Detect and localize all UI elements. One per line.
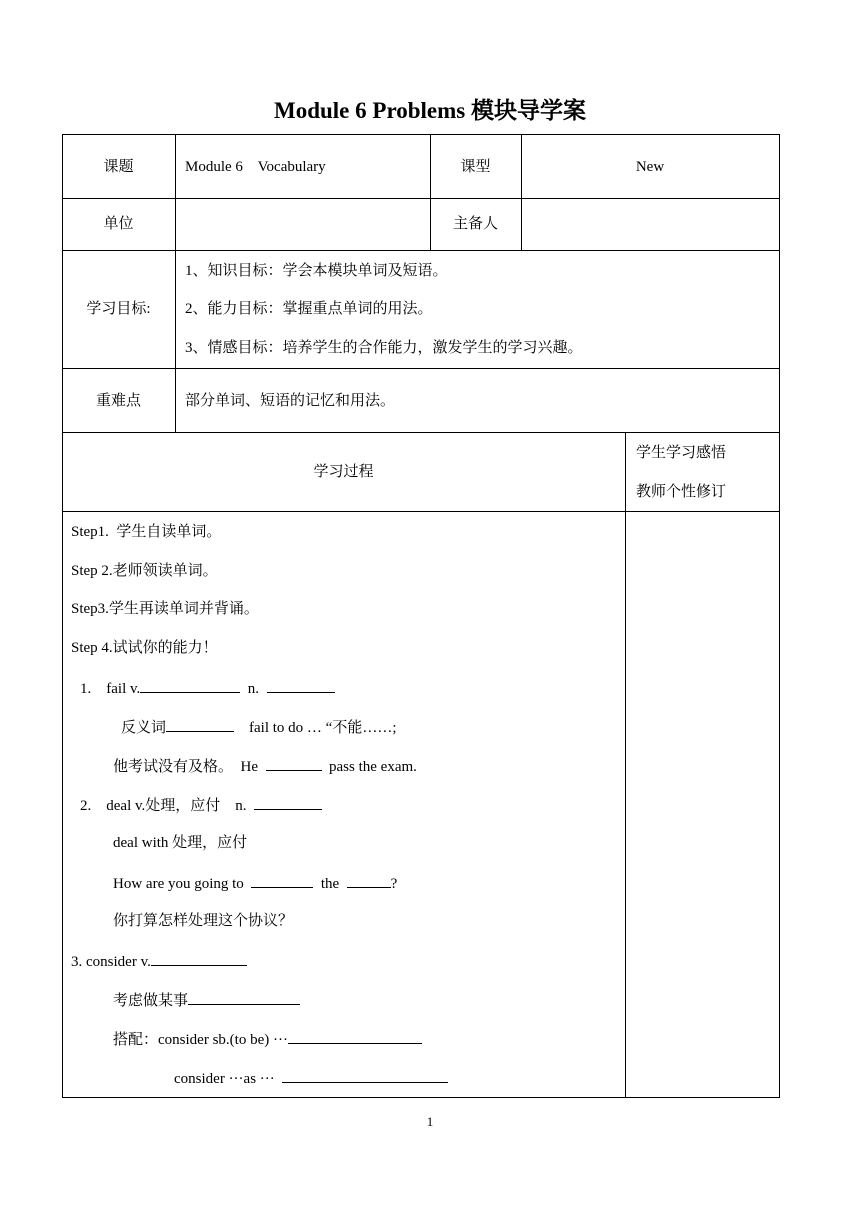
- blank-deal-noun[interactable]: [347, 872, 391, 888]
- blank-consider-v[interactable]: [151, 950, 247, 966]
- step-1: Step1. 学生自读单词。: [71, 524, 222, 540]
- document-title: Module 6 Problems 模块导学案: [274, 98, 586, 123]
- blank-deal-n[interactable]: [254, 794, 322, 810]
- item-fail: 1. fail v. n.: [80, 677, 335, 699]
- blank-collocation-1[interactable]: [288, 1028, 422, 1044]
- topic-label: 课题: [103, 159, 134, 175]
- process-header: 学习过程: [313, 464, 374, 480]
- page-number: 1: [426, 1114, 434, 1129]
- key-label: 重难点: [95, 393, 141, 409]
- type-value: New: [635, 159, 665, 175]
- item-fail-sentence: 他考试没有及格。 He pass the exam.: [113, 755, 417, 777]
- item-fail-antonym: 反义词 fail to do … “不能……;: [121, 716, 397, 738]
- item-collocation-1: 搭配：consider sb.(to be) ···: [113, 1028, 422, 1050]
- item-deal-chinese: 你打算怎样处理这个协议？: [113, 913, 294, 929]
- step-3: Step3.学生再读单词并背诵。: [71, 601, 259, 617]
- step-2: Step 2.老师领读单词。: [71, 563, 218, 579]
- key-value: 部分单词、短语的记忆和用法。: [185, 393, 396, 409]
- goal-knowledge: 1、知识目标：学会本模块单词及短语。: [185, 263, 448, 279]
- item-consider-doing: 考虑做某事: [113, 989, 300, 1011]
- topic-value: Module 6 Vocabulary: [185, 159, 326, 175]
- unit-label: 单位: [103, 216, 134, 232]
- goals-label: 学习目标:: [86, 301, 151, 317]
- item-deal-with: deal with 处理，应付: [113, 835, 248, 851]
- item-collocation-2: consider ···as ···: [174, 1067, 448, 1089]
- type-label: 课型: [460, 159, 491, 175]
- blank-fail-n[interactable]: [267, 677, 335, 693]
- blank-antonym[interactable]: [166, 716, 234, 732]
- goal-emotion: 3、情感目标：培养学生的合作能力，激发学生的学习兴趣。: [185, 340, 583, 356]
- side-header-revision: 教师个性修订: [636, 484, 727, 500]
- blank-fail-sentence[interactable]: [266, 755, 322, 771]
- preparer-label: 主备人: [452, 216, 498, 232]
- item-deal-question: How are you going to the ?: [113, 872, 397, 894]
- item-deal: 2. deal v.处理，应付 n.: [80, 794, 322, 816]
- blank-consider-doing[interactable]: [188, 989, 300, 1005]
- step-4: Step 4.试试你的能力！: [71, 640, 218, 656]
- blank-deal-verb[interactable]: [251, 872, 313, 888]
- blank-collocation-2[interactable]: [282, 1067, 448, 1083]
- side-header-reflection: 学生学习感悟: [636, 445, 727, 461]
- goal-ability: 2、能力目标：掌握重点单词的用法。: [185, 301, 433, 317]
- blank-fail-v[interactable]: [140, 677, 240, 693]
- item-consider: 3. consider v.: [71, 950, 247, 972]
